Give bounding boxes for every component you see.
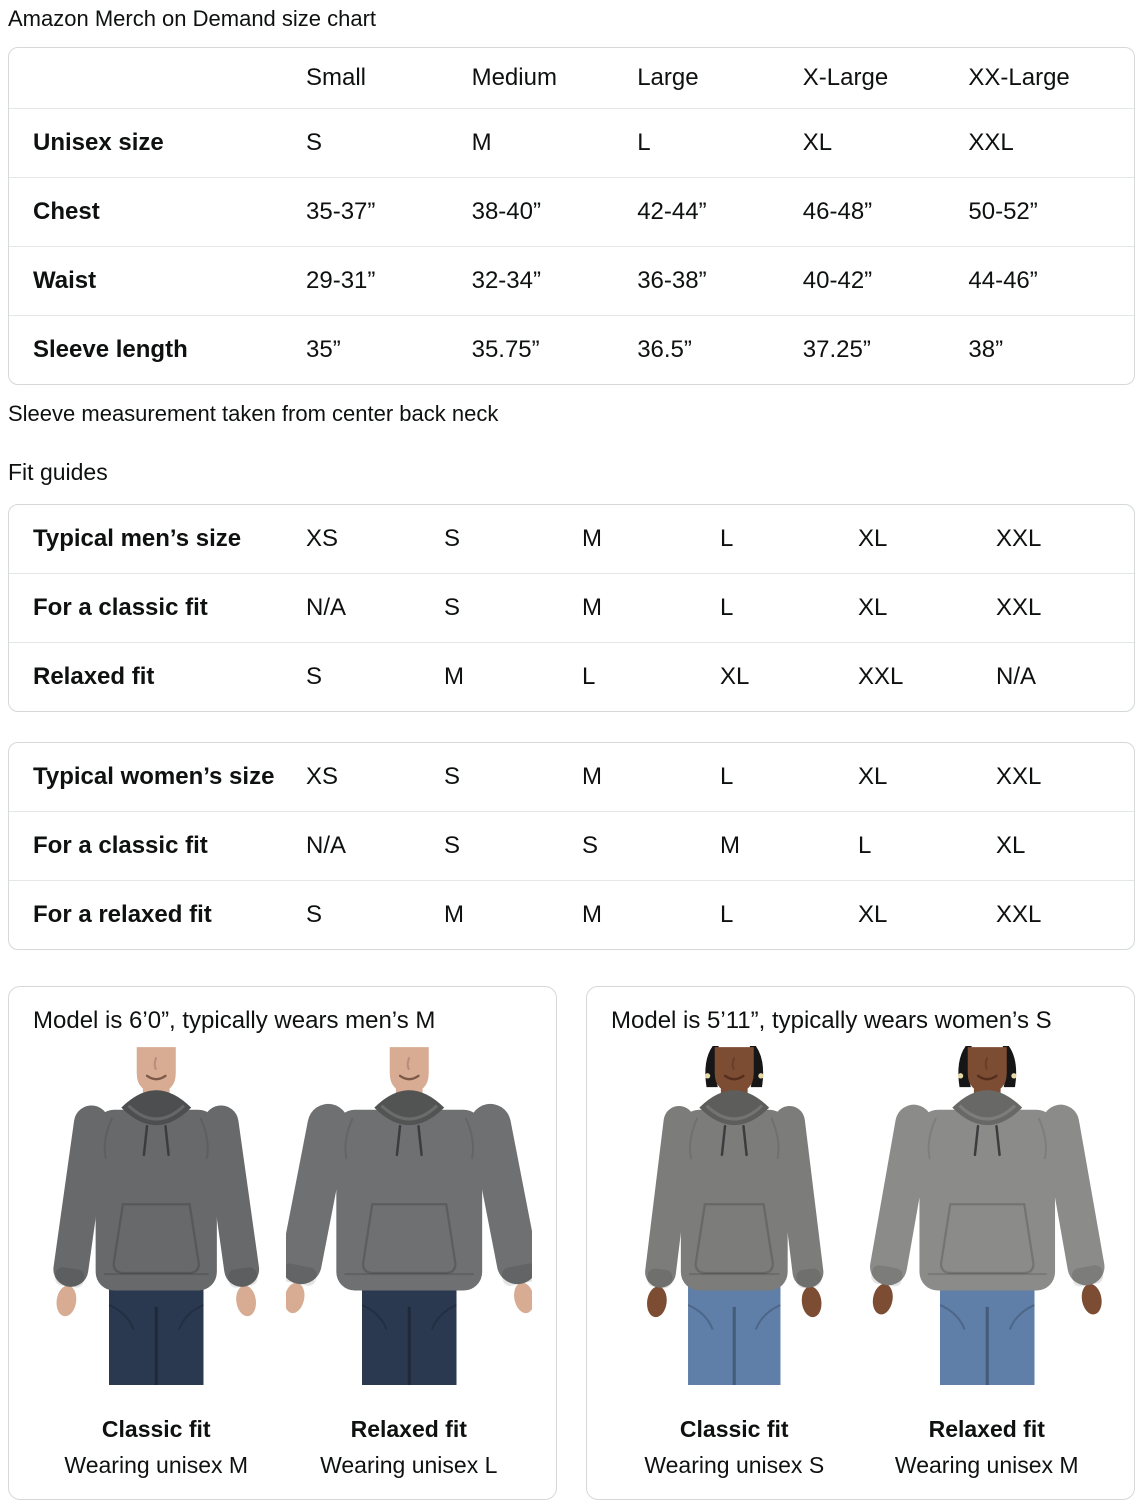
- column-header: XX-Large: [968, 48, 1134, 109]
- mens-fit-table: [9, 505, 1134, 711]
- table-row: [9, 178, 1134, 247]
- size-cell: S: [444, 525, 461, 552]
- fit-label: Relaxed fit: [928, 1416, 1045, 1442]
- mens-fit-card: [8, 504, 1135, 712]
- size-cell: S: [444, 574, 582, 643]
- size-cell: M: [582, 881, 720, 950]
- model-cards: [8, 986, 1135, 1500]
- size-cell: XL: [996, 812, 1134, 881]
- row-label: Unisex size: [33, 129, 164, 156]
- size-cell: XL: [858, 525, 888, 552]
- empty-header-cell: [9, 48, 306, 109]
- size-cell: 38”: [968, 316, 1134, 385]
- figure-male-relaxed: [286, 1044, 533, 1479]
- size-cell: 36.5”: [637, 316, 803, 385]
- womens-model-card: [586, 986, 1135, 1500]
- size-cell: 44-46”: [968, 247, 1134, 316]
- size-cell: 32-34”: [472, 247, 638, 316]
- size-cell: XXL: [996, 525, 1042, 552]
- row-label: Sleeve length: [9, 316, 306, 385]
- size-cell: XXL: [996, 574, 1134, 643]
- fit-guides-heading: Fit guides: [8, 459, 108, 485]
- table-row: [9, 743, 1134, 812]
- model-photo-illustration: [864, 1044, 1111, 1412]
- size-cell: 35”: [306, 316, 472, 385]
- row-label: For a classic fit: [9, 574, 306, 643]
- size-cell: 29-31”: [306, 247, 472, 316]
- table-row: [9, 643, 1134, 712]
- figure-male-classic: [33, 1044, 280, 1479]
- size-cell: L: [637, 129, 651, 156]
- size-cell: XL: [858, 763, 888, 790]
- row-label: Typical women’s size: [33, 763, 275, 790]
- wearing-label: Wearing unisex L: [320, 1452, 498, 1478]
- model-photo-illustration: [286, 1044, 533, 1412]
- fit-label: Classic fit: [101, 1416, 211, 1442]
- size-cell: N/A: [306, 574, 444, 643]
- table-row: [9, 881, 1134, 950]
- size-cell: S: [582, 812, 720, 881]
- size-cell: L: [720, 881, 858, 950]
- size-cell: N/A: [996, 643, 1134, 712]
- table-row: [9, 109, 1134, 178]
- figure-female-classic: [611, 1044, 858, 1479]
- size-cell: 35.75”: [472, 316, 638, 385]
- column-header: Medium: [472, 48, 638, 109]
- sleeve-footnote: Sleeve measurement taken from center back neck: [8, 401, 499, 426]
- mens-model-card: [8, 986, 557, 1500]
- womens-fit-table: [9, 743, 1134, 949]
- size-cell: M: [720, 812, 858, 881]
- table-row: [9, 505, 1134, 574]
- size-cell: 36-38”: [637, 247, 803, 316]
- size-cell: S: [444, 812, 582, 881]
- size-cell: XL: [802, 129, 833, 156]
- figure-female-relaxed: [864, 1044, 1111, 1479]
- row-label: Chest: [9, 178, 306, 247]
- size-cell: 46-48”: [803, 178, 969, 247]
- size-cell: S: [444, 763, 461, 790]
- size-cell: M: [582, 525, 602, 552]
- page-title: Amazon Merch on Demand size chart: [8, 6, 377, 31]
- size-cell: XL: [720, 643, 858, 712]
- model-figures: [611, 1044, 1110, 1479]
- size-cell: 50-52”: [968, 178, 1134, 247]
- column-header: X-Large: [803, 48, 969, 109]
- size-cell: M: [444, 643, 582, 712]
- table-row: [9, 316, 1134, 385]
- table-row: [9, 247, 1134, 316]
- row-label: For a relaxed fit: [9, 881, 306, 950]
- size-cell: S: [306, 643, 444, 712]
- size-cell: L: [720, 574, 858, 643]
- size-cell: XXL: [968, 129, 1014, 156]
- fit-label: Classic fit: [679, 1416, 789, 1442]
- size-chart-table: [9, 48, 1134, 384]
- model-card-heading: Model is 6’0”, typically wears men’s M: [33, 1007, 436, 1034]
- size-chart-card: [8, 47, 1135, 385]
- size-cell: M: [471, 129, 492, 156]
- table-row: [9, 812, 1134, 881]
- row-label: Typical men’s size: [33, 525, 242, 552]
- size-cell: XS: [306, 763, 339, 790]
- size-cell: 38-40”: [472, 178, 638, 247]
- size-cell: L: [720, 763, 734, 790]
- size-cell: L: [720, 525, 734, 552]
- size-chart-header-row: [9, 48, 1134, 109]
- fit-label: Relaxed fit: [350, 1416, 467, 1442]
- size-cell: M: [582, 574, 720, 643]
- size-cell: S: [306, 881, 444, 950]
- size-cell: XL: [858, 574, 996, 643]
- size-cell: M: [444, 881, 582, 950]
- column-header: Small: [306, 48, 472, 109]
- size-cell: 35-37”: [306, 178, 472, 247]
- size-cell: 40-42”: [803, 247, 969, 316]
- size-cell: XS: [306, 525, 339, 552]
- row-label: For a classic fit: [9, 812, 306, 881]
- size-cell: 37.25”: [803, 316, 969, 385]
- model-photo-illustration: [611, 1044, 858, 1412]
- size-cell: XL: [858, 881, 996, 950]
- row-label: Waist: [9, 247, 306, 316]
- model-figures: [33, 1044, 532, 1479]
- wearing-label: Wearing unisex S: [644, 1452, 825, 1478]
- model-card-heading: Model is 5’11”, typically wears women’s S: [611, 1007, 1052, 1034]
- wearing-label: Wearing unisex M: [894, 1452, 1079, 1478]
- table-row: [9, 574, 1134, 643]
- size-cell: S: [306, 129, 323, 156]
- womens-fit-card: [8, 742, 1135, 950]
- size-cell: M: [582, 763, 602, 790]
- size-cell: XXL: [858, 643, 996, 712]
- size-cell: N/A: [306, 812, 444, 881]
- size-cell: XXL: [996, 881, 1134, 950]
- row-label: Relaxed fit: [9, 643, 306, 712]
- column-header: Large: [637, 48, 803, 109]
- size-cell: XXL: [996, 763, 1042, 790]
- size-cell: 42-44”: [637, 178, 803, 247]
- size-cell: L: [582, 643, 720, 712]
- size-cell: L: [858, 812, 996, 881]
- model-photo-illustration: [33, 1044, 280, 1412]
- wearing-label: Wearing unisex M: [64, 1452, 249, 1478]
